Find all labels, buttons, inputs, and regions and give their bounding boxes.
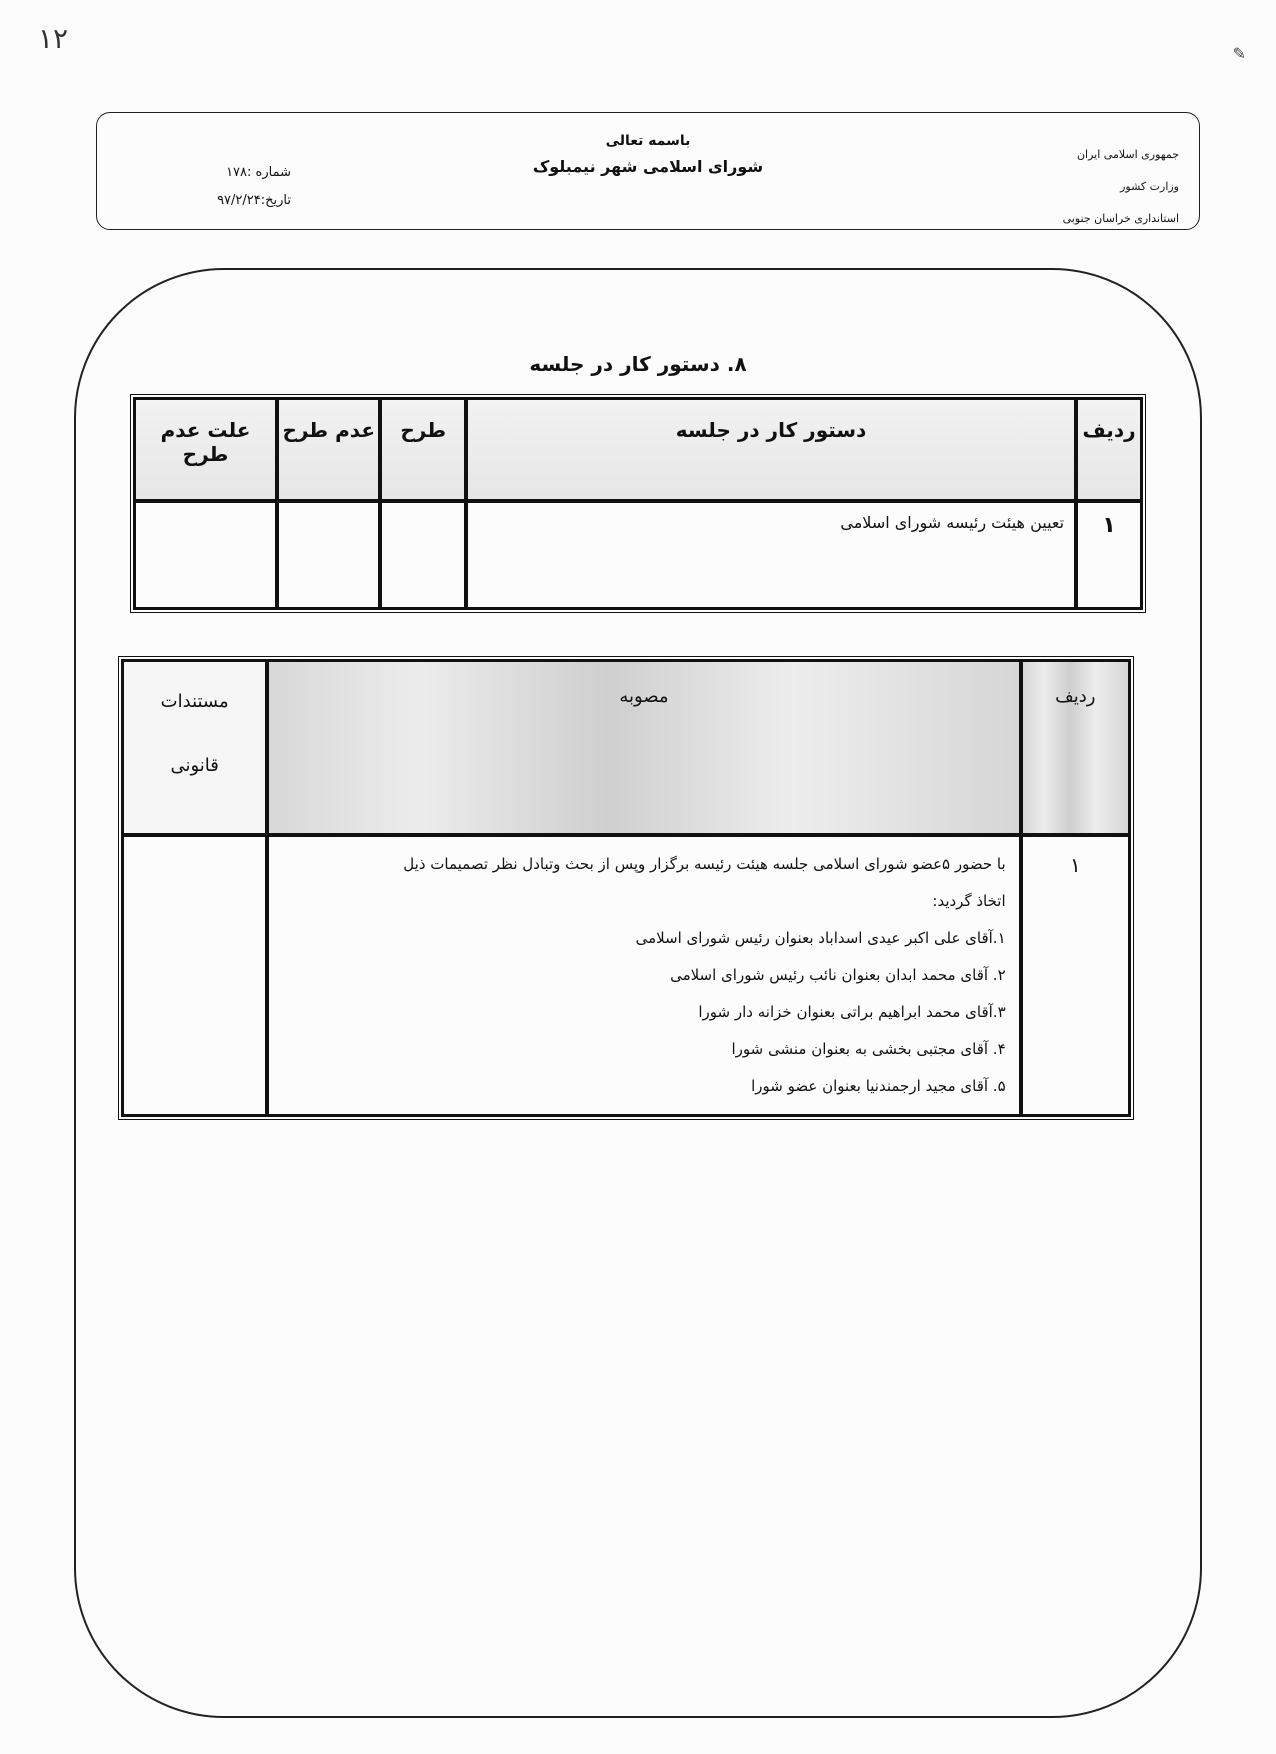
council-name: شورای اسلامی شهر نیمبلوک [532,157,764,176]
agenda-row-adam [277,501,380,609]
table-row [134,501,1142,609]
invocation: باسمه تعالی [605,133,691,149]
page-number: ۱۲ [38,22,69,55]
legal-label: قانونی [170,755,219,776]
agenda-row-number: ۱ [1076,501,1142,609]
agenda-row-ellat [134,501,277,609]
resolution-item: ۲. آقای محمد ابدان بعنوان نائب رئیس شورای اسلامی [670,966,1006,984]
agenda-col-row: ردیف [1076,398,1142,501]
section-title: ۸. دستور کار در جلسه [529,352,747,376]
resolution-item: ۱.آقای علی اکبر عیدی اسداباد بعنوان رئیس شورای اسلامی [635,929,1006,947]
table-row [122,835,1130,1116]
agenda-col-ellat: علت عدم طرح [134,398,277,501]
resolution-table [118,656,1134,1120]
province-line: استانداری خراسان جنوبی [1062,212,1179,225]
resolution-text [267,835,1020,1116]
resolution-header-row [122,660,1130,835]
agenda-col-tarh: طرح [380,398,466,501]
letter-date: تاریخ:۹۷/۲/۲۴ [217,193,291,208]
resolution-col-row: ردیف [1021,660,1130,835]
agenda-header-row [134,398,1142,501]
agenda-row-item: تعیین هیئت رئیسه شورای اسلامی [466,501,1076,609]
letterhead [96,112,1200,230]
resolution-col-text: مصوبه [267,660,1020,835]
agenda-table [130,394,1146,613]
docs-label: مستندات [160,691,229,712]
ministry-line: وزارت کشور [1120,180,1179,193]
resolution-docs-cell [122,835,267,1116]
corner-mark: ✎ [1232,44,1246,63]
resolution-col-docs [122,660,267,835]
resolution-intro: با حضور ۵عضو شورای اسلامی جلسه هیئت رئیسه برگزار وپس از بحث وتبادل نظر تصمیمات ذیل [403,855,1006,873]
agenda-col-adam-tarh: عدم طرح [277,398,380,501]
resolution-item: ۴. آقای مجتبی بخشی به بعنوان منشی شورا [731,1040,1006,1058]
agenda-col-item: دستور کار در جلسه [466,398,1076,501]
resolution-item: ۳.آقای محمد ابراهیم براتی بعنوان خزانه دار شورا [698,1003,1006,1021]
agenda-row-tarh [380,501,466,609]
resolution-item: ۵. آقای مجید ارجمندنیا بعنوان عضو شورا [751,1077,1006,1095]
letter-number: شماره :۱۷۸ [226,165,291,180]
resolution-row-number: ۱ [1021,835,1130,1116]
letter-meta [131,159,291,215]
country-line: جمهوری اسلامی ایران [1076,148,1179,161]
resolution-intro-cont: اتخاذ گردید: [932,892,1006,910]
